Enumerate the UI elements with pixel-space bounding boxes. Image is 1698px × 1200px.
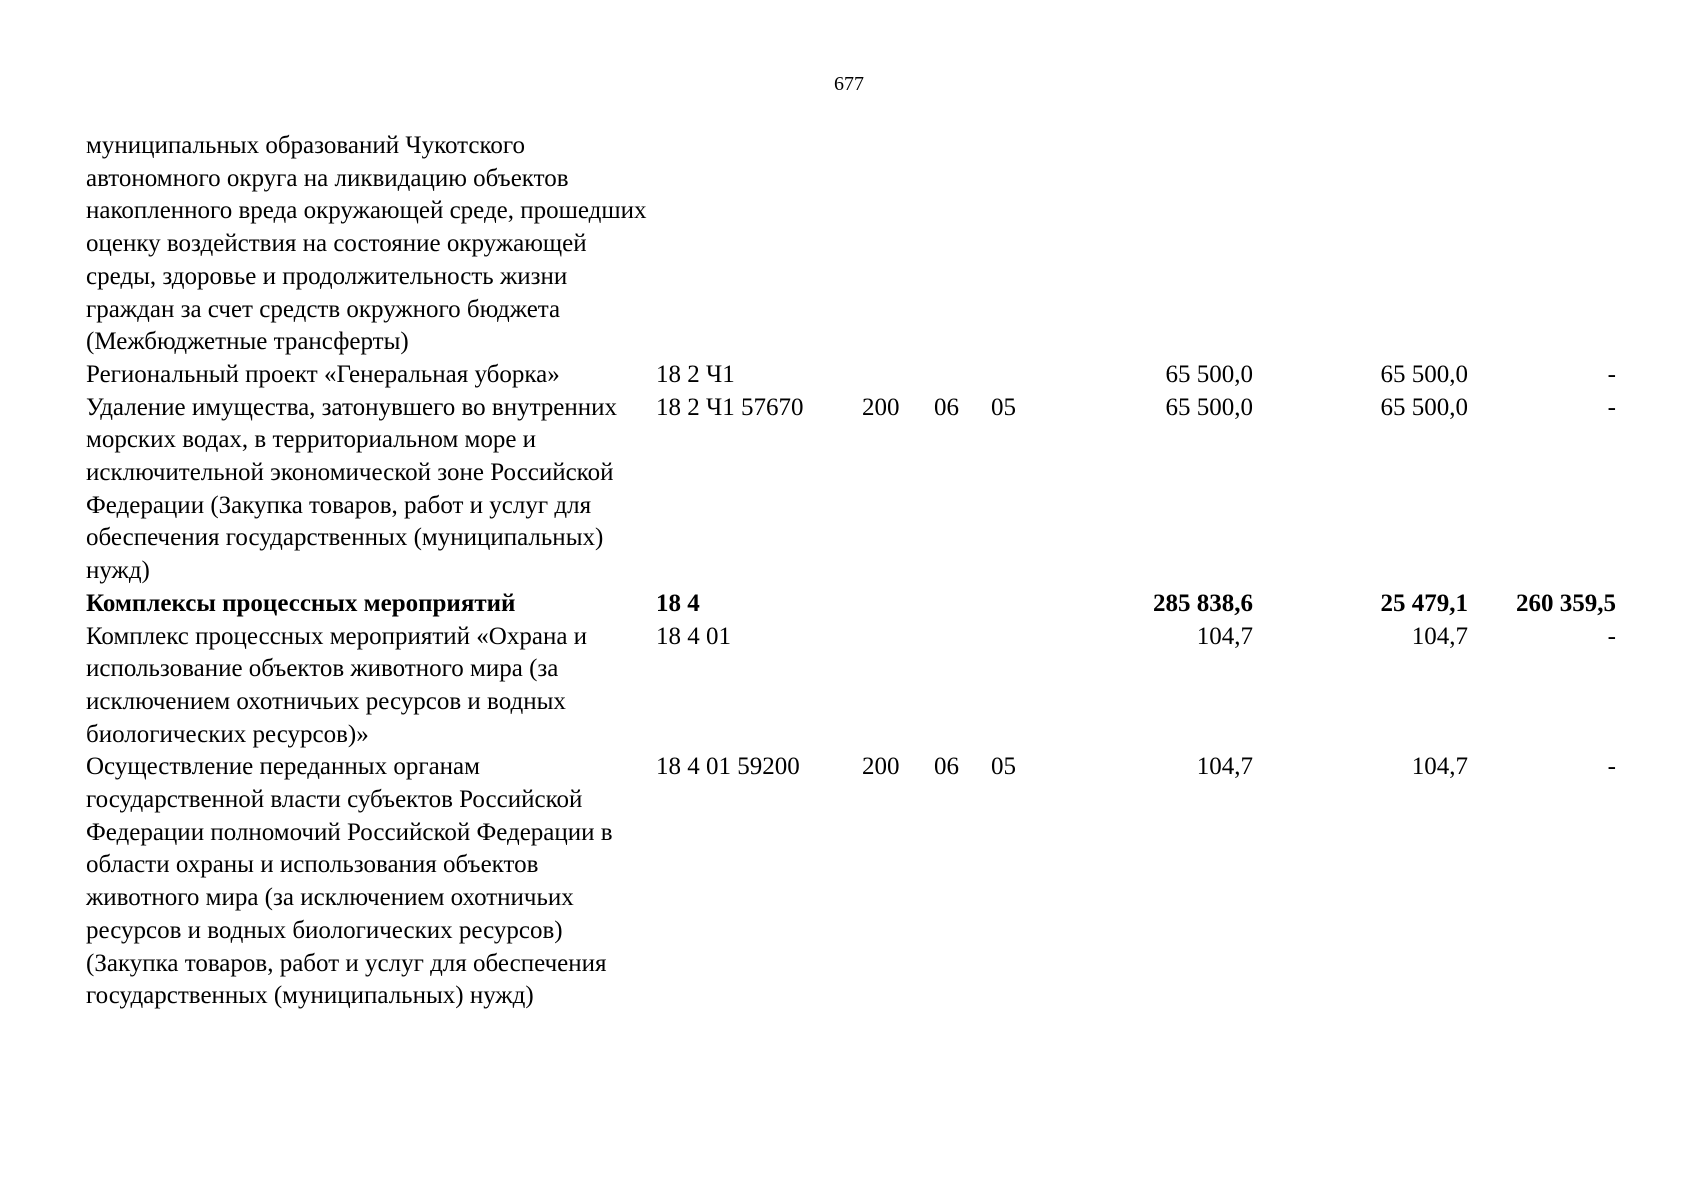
row-subsection: [991, 588, 1096, 621]
row-target-code: 18 4 01: [656, 622, 731, 650]
row-name: Комплекс процессных мероприятий «Охрана и использование объектов животного мира (за исключением охотничьих ресурсов и водных биологических ресурсов)»: [86, 622, 588, 748]
row-amount-third: -: [1607, 622, 1616, 650]
row-name: Удаление имущества, затонувшего во внутренних морских водах, в территориальном море и исключительной экономической зоне Российской Федерации (Закупка товаров, работ и услуг для обеспечения государственных (муниципальных) нужд): [86, 393, 618, 585]
row-expense-type: [862, 621, 934, 752]
row-subsection: [991, 130, 1096, 359]
row-amount-second: 65 500,0: [1380, 393, 1468, 421]
row-name: Комплексы процессных мероприятий: [86, 589, 516, 617]
row-target-code: 18 2 Ч1: [656, 360, 735, 388]
row-amount-second: 104,7: [1411, 753, 1468, 781]
row-amount-total: 285 838,6: [1153, 589, 1253, 617]
row-name: Региональный проект «Генеральная уборка»: [86, 360, 560, 388]
row-name: муниципальных образований Чукотского автономного округа на ликвидацию объектов накопленного вреда окружающей среде, прошедших оценку воздействия на состояние окружающей среды, здоровье и продолжительность жизни граждан за счет средств окружного бюджета (Межбюджетные трансферты): [86, 132, 647, 356]
table-row: [86, 621, 1616, 752]
row-section: [934, 621, 991, 752]
row-amount-third: -: [1607, 393, 1616, 421]
row-subsection: [991, 621, 1096, 752]
row-target-code: 18 4 01 59200: [656, 753, 800, 781]
table-row: [86, 392, 1616, 588]
page-number: 677: [834, 73, 864, 95]
row-expense-type: [862, 359, 934, 392]
row-target-code: 18 4: [656, 589, 700, 617]
row-subsection: 05: [991, 753, 1016, 781]
row-amount-third: -: [1607, 753, 1616, 781]
row-expense-type: [862, 130, 934, 359]
table-row: [86, 751, 1616, 1013]
row-subsection: 05: [991, 393, 1016, 421]
row-amount-third: -: [1607, 360, 1616, 388]
row-amount-total: 65 500,0: [1165, 393, 1253, 421]
table-row: [86, 359, 1616, 392]
table-row: [86, 588, 1616, 621]
row-target-code: 18 2 Ч1 57670: [656, 393, 804, 421]
row-amount-third: 260 359,5: [1516, 589, 1616, 617]
row-section: [934, 588, 991, 621]
row-section: 06: [934, 753, 959, 781]
row-amount-third: [1468, 130, 1616, 359]
budget-table-body: [86, 130, 1616, 1013]
row-amount-second: [1253, 130, 1468, 359]
row-name: Осуществление переданных органам государственной власти субъектов Российской Федерации полномочий Российской Федерации в области охраны и использования объектов животного мира (за исключением охотничьих ресурсов и водных биологических ресурсов) (Закупка товаров, работ и услуг для обеспечения государственных (муниципальных) нужд): [86, 753, 613, 1010]
row-expense-type: [862, 588, 934, 621]
table-row: [86, 130, 1616, 359]
row-expense-type: 200: [862, 753, 900, 781]
budget-table: [86, 130, 1616, 1013]
row-amount-total: 104,7: [1196, 622, 1253, 650]
row-subsection: [991, 359, 1096, 392]
row-section: [934, 130, 991, 359]
row-amount-total: [1096, 130, 1253, 359]
row-amount-second: 104,7: [1411, 622, 1468, 650]
row-amount-second: 25 479,1: [1380, 589, 1468, 617]
row-section: 06: [934, 393, 959, 421]
row-amount-total: 65 500,0: [1165, 360, 1253, 388]
row-section: [934, 359, 991, 392]
row-amount-second: 65 500,0: [1380, 360, 1468, 388]
row-target-code: [656, 130, 862, 359]
row-amount-total: 104,7: [1196, 753, 1253, 781]
row-expense-type: 200: [862, 393, 900, 421]
